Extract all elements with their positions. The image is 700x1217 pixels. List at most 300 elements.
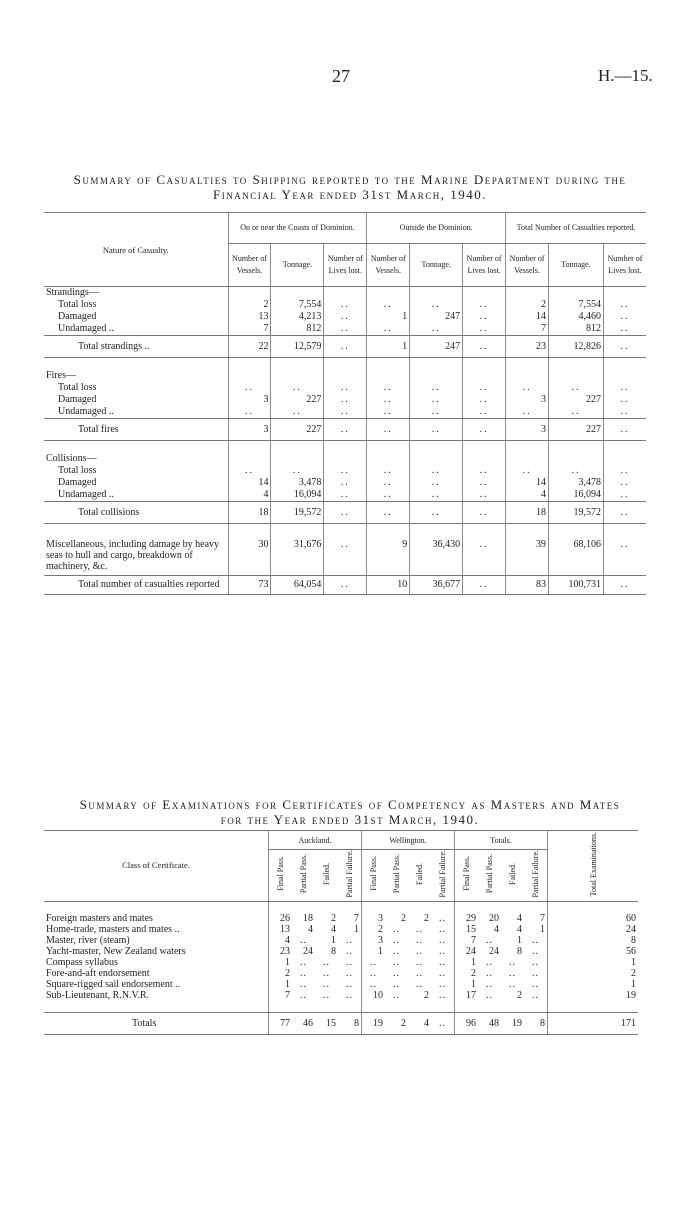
exam-cell: 1 xyxy=(285,956,290,968)
casualty-cell: .. xyxy=(324,406,367,419)
sub-vessels-header: Number of Vessels. xyxy=(367,244,410,287)
casualty-cell xyxy=(549,453,604,465)
col-class-header: Class of Certificate. xyxy=(44,831,269,902)
exam-cell: .. xyxy=(431,924,455,935)
casualty-cell: .. xyxy=(463,536,506,576)
exam-cell: .. xyxy=(431,968,455,979)
casualty-cell: .. xyxy=(324,323,367,336)
casualty-row xyxy=(44,287,646,300)
casualty-cell xyxy=(367,453,410,465)
exam-cell: 1 xyxy=(524,924,548,935)
spacer-cell xyxy=(269,1001,293,1013)
casualty-cell xyxy=(228,287,271,300)
casualty-row xyxy=(44,536,646,576)
exam-cell: 7 xyxy=(338,913,362,924)
casualty-cell: 36,677 xyxy=(410,576,463,595)
casualty-cell: 16,094 xyxy=(549,489,604,502)
casualty-cell: .. xyxy=(228,382,271,394)
sub-lives-header: Number of Lives lost. xyxy=(607,254,643,275)
exam-cell: 24 xyxy=(303,945,313,957)
exam-cell: 1 xyxy=(378,945,383,957)
casualty-cell: 13 xyxy=(228,311,271,323)
exam-cell: 7 xyxy=(285,989,290,1001)
col-nature-header: Nature of Casualty. xyxy=(44,213,228,287)
spacer-cell xyxy=(315,1001,338,1013)
casualty-cell: .. xyxy=(324,477,367,489)
exam-cell: .. xyxy=(524,979,548,990)
casualty-cell: 1 xyxy=(367,336,410,358)
exam-cell: .. xyxy=(393,967,400,979)
exam-cell: 19 xyxy=(626,989,636,1001)
casualty-cell: 12,826 xyxy=(549,336,604,358)
casualty-cell: .. xyxy=(324,394,367,406)
exam-subheader: Final Pass. xyxy=(462,856,471,892)
spacer-cell xyxy=(506,441,549,454)
spacer-cell xyxy=(271,441,324,454)
casualty-cell: .. xyxy=(463,336,506,358)
exam-cell: .. xyxy=(431,979,455,990)
casualty-cell: 14 xyxy=(506,477,549,489)
group-auckland-header: Auckland. xyxy=(269,831,362,850)
sub-tonnage-header: Tonnage. xyxy=(271,244,324,287)
casualty-cell: .. xyxy=(463,489,506,502)
group-wellington-header: Wellington. xyxy=(362,831,455,850)
casualty-cell: .. xyxy=(410,299,463,311)
spacer-cell xyxy=(548,1001,639,1013)
casualty-cell: .. xyxy=(367,489,410,502)
sub-lives-header: Number of Lives lost. xyxy=(463,244,506,287)
casualty-cell: .. xyxy=(367,299,410,311)
exam-row xyxy=(44,979,638,990)
spacer-cell xyxy=(431,1001,455,1013)
spacer-cell xyxy=(410,441,463,454)
casualty-cell xyxy=(271,453,324,465)
exam-total-cell: 8 xyxy=(338,1012,362,1034)
casualty-cell xyxy=(324,287,367,300)
exam-cell: 15 xyxy=(466,923,476,935)
casualty-cell: .. xyxy=(506,465,549,477)
spacer-cell xyxy=(455,1001,479,1013)
exam-label: Totals xyxy=(44,1012,269,1034)
exam-cell: 2 xyxy=(517,989,522,1001)
casualty-cell: .. xyxy=(410,382,463,394)
casualty-cell: .. xyxy=(620,382,630,393)
exam-cell: .. xyxy=(416,967,423,979)
exam-cell: 2 xyxy=(471,967,476,979)
exam-cell: 1 xyxy=(631,956,636,968)
exam-total-cell: 19 xyxy=(512,1017,522,1029)
spacer-cell xyxy=(463,524,506,537)
casualty-cell: .. xyxy=(620,539,630,550)
casualties-title-line1: Summary of Casualties to Shipping reported to the Marine Department during the xyxy=(73,172,627,187)
exam-cell: 29 xyxy=(466,912,476,924)
casualty-cell: 83 xyxy=(506,576,549,595)
exam-total-cell: .. xyxy=(431,1012,455,1034)
exam-cell: .. xyxy=(431,957,455,968)
exam-cell: .. xyxy=(393,945,400,957)
casualty-label: Undamaged .. xyxy=(44,406,228,419)
exam-cell: 20 xyxy=(489,912,499,924)
casualty-cell: 73 xyxy=(228,576,271,595)
casualty-cell xyxy=(603,370,646,382)
spacer-cell xyxy=(324,441,367,454)
spacer-cell xyxy=(271,358,324,371)
spacer-cell xyxy=(410,358,463,371)
exam-cell: 3 xyxy=(378,912,383,924)
casualty-cell: 7 xyxy=(228,323,271,336)
casualty-cell: .. xyxy=(463,419,506,441)
exam-cell: 4 xyxy=(517,912,522,924)
casualty-label: Damaged xyxy=(44,394,228,406)
casualty-cell: .. xyxy=(620,323,630,334)
casualty-cell: .. xyxy=(620,406,630,417)
exam-cell: .. xyxy=(323,967,330,979)
sub-lives-header: Number of Lives lost. xyxy=(324,244,367,287)
exam-subheader: Partial Pass. xyxy=(485,854,494,894)
casualty-label: Total fires xyxy=(44,419,228,441)
casualty-cell: .. xyxy=(410,489,463,502)
exam-cell: .. xyxy=(486,989,493,1001)
spacer-cell xyxy=(324,524,367,537)
exams-title-line1: Summary of Examinations for Certificates of Competency as Masters and Mates xyxy=(79,797,621,812)
casualty-label: Total strandings .. xyxy=(44,336,228,358)
spacer-cell xyxy=(44,524,228,537)
exam-cell: .. xyxy=(338,990,362,1001)
casualty-cell: 19,572 xyxy=(549,502,604,524)
exam-cell: 8 xyxy=(631,934,636,946)
casualty-cell: 18 xyxy=(228,502,271,524)
exam-cell: 2 xyxy=(401,912,406,924)
casualty-cell: .. xyxy=(620,477,630,488)
casualty-cell xyxy=(603,453,646,465)
exam-cell: .. xyxy=(431,946,455,957)
exam-cell: 4 xyxy=(308,923,313,935)
exam-cell: 60 xyxy=(626,912,636,924)
casualty-cell: .. xyxy=(463,323,506,336)
exam-subheader: Partial Pass. xyxy=(392,854,401,894)
spacer-cell xyxy=(292,901,315,913)
exam-cell: 2 xyxy=(424,989,429,1001)
casualty-row xyxy=(44,336,646,358)
casualty-row xyxy=(44,419,646,441)
exam-total-cell: 46 xyxy=(303,1017,313,1029)
casualty-cell: 31,676 xyxy=(271,536,324,576)
casualty-cell: .. xyxy=(410,465,463,477)
casualty-cell: 247 xyxy=(410,311,463,323)
casualty-row xyxy=(44,394,646,406)
casualty-cell: .. xyxy=(620,299,630,310)
casualty-cell: 3 xyxy=(506,394,549,406)
spacer-row xyxy=(44,441,646,454)
casualty-row xyxy=(44,489,646,502)
exam-cell: 18 xyxy=(303,912,313,924)
casualty-cell xyxy=(506,453,549,465)
spacer-cell xyxy=(603,358,646,371)
exam-cell: 2 xyxy=(378,923,383,935)
casualty-cell: .. xyxy=(367,406,410,419)
casualty-row xyxy=(44,299,646,311)
casualty-label: Total number of casualties reported xyxy=(44,576,228,595)
exam-cell: .. xyxy=(416,978,423,990)
casualty-cell: .. xyxy=(463,576,506,595)
casualty-cell xyxy=(324,453,367,465)
casualty-cell: .. xyxy=(463,311,506,323)
exam-cell: .. xyxy=(486,934,493,946)
exam-row xyxy=(44,924,638,935)
casualty-cell xyxy=(410,370,463,382)
exam-cell: 2 xyxy=(331,912,336,924)
casualty-cell: 812 xyxy=(271,323,324,336)
spacer-cell xyxy=(463,441,506,454)
exam-cell: .. xyxy=(486,967,493,979)
casualty-cell: .. xyxy=(620,394,630,405)
exam-cell: .. xyxy=(524,957,548,968)
exam-cell: .. xyxy=(300,934,307,946)
spacer-cell xyxy=(292,1001,315,1013)
exam-cell: .. xyxy=(393,934,400,946)
casualty-cell: 19,572 xyxy=(271,502,324,524)
exam-row xyxy=(44,957,638,968)
spacer-cell xyxy=(463,358,506,371)
exam-cell: .. xyxy=(524,990,548,1001)
spacer-cell xyxy=(44,1001,269,1013)
sub-tonnage-header: Tonnage. xyxy=(410,244,463,287)
sub-tonnage-header: Tonnage. xyxy=(549,244,604,287)
spacer-cell xyxy=(324,358,367,371)
casualty-cell xyxy=(603,287,646,300)
casualty-label: Damaged xyxy=(44,477,228,489)
casualty-cell: .. xyxy=(620,465,630,476)
casualty-cell: 7,554 xyxy=(271,299,324,311)
casualty-cell: 22 xyxy=(228,336,271,358)
casualty-label: Collisions— xyxy=(44,453,228,465)
casualty-cell: 12,579 xyxy=(271,336,324,358)
spacer-cell xyxy=(362,901,386,913)
exam-label: Compass syllabus xyxy=(44,957,269,968)
casualty-cell: .. xyxy=(324,336,367,358)
exam-cell: 2 xyxy=(285,967,290,979)
spacer-cell xyxy=(603,524,646,537)
exam-row xyxy=(44,935,638,946)
exam-label: Square-rigged sail endorsement .. xyxy=(44,979,269,990)
exam-cell: 7 xyxy=(524,913,548,924)
casualty-cell: 4 xyxy=(506,489,549,502)
casualty-cell xyxy=(271,287,324,300)
exam-row xyxy=(44,990,638,1001)
casualty-cell: .. xyxy=(620,579,630,590)
casualty-cell: .. xyxy=(463,382,506,394)
spacer-row xyxy=(44,901,638,913)
spacer-cell xyxy=(524,1001,548,1013)
exam-label: Foreign masters and mates xyxy=(44,913,269,924)
casualty-cell: 247 xyxy=(410,336,463,358)
exam-cell: .. xyxy=(509,956,516,968)
spacer-cell xyxy=(228,524,271,537)
casualty-label: Total collisions xyxy=(44,502,228,524)
casualty-cell: .. xyxy=(463,502,506,524)
exam-cell: 56 xyxy=(626,945,636,957)
exam-cell: .. xyxy=(509,978,516,990)
exam-cell: .. xyxy=(486,978,493,990)
casualty-row xyxy=(44,406,646,419)
casualty-cell xyxy=(228,370,271,382)
spacer-cell xyxy=(603,441,646,454)
spacer-row xyxy=(44,524,646,537)
casualty-cell: .. xyxy=(410,394,463,406)
casualty-cell: 68,106 xyxy=(549,536,604,576)
casualty-cell xyxy=(410,287,463,300)
casualty-row xyxy=(44,370,646,382)
casualty-cell: .. xyxy=(324,299,367,311)
casualty-cell xyxy=(271,370,324,382)
casualty-cell: .. xyxy=(410,406,463,419)
casualty-cell xyxy=(463,370,506,382)
casualty-cell: 9 xyxy=(367,536,410,576)
casualty-cell: 14 xyxy=(228,477,271,489)
casualty-label: Total loss xyxy=(44,299,228,311)
exam-cell: 4 xyxy=(331,923,336,935)
exam-cell: .. xyxy=(416,956,423,968)
exam-label: Fore-and-aft endorsement xyxy=(44,968,269,979)
casualty-cell: .. xyxy=(549,406,604,419)
casualty-cell: .. xyxy=(228,465,271,477)
exam-row xyxy=(44,946,638,957)
casualty-cell xyxy=(228,453,271,465)
exam-cell: .. xyxy=(323,978,330,990)
exam-cell: .. xyxy=(300,978,307,990)
casualty-cell: 64,054 xyxy=(271,576,324,595)
casualty-cell: .. xyxy=(620,506,630,518)
casualty-cell: .. xyxy=(324,576,367,595)
exam-cell: 8 xyxy=(517,945,522,957)
exam-cell: 24 xyxy=(626,923,636,935)
casualty-cell: .. xyxy=(271,382,324,394)
spacer-cell xyxy=(501,1001,524,1013)
group-coasts-header: On or near the Coasts of Dominion. xyxy=(228,213,367,244)
sub-total-header: Total Examinations. xyxy=(588,832,598,897)
exam-cell: .. xyxy=(338,979,362,990)
casualty-cell: 227 xyxy=(271,394,324,406)
exam-cell: 4 xyxy=(494,923,499,935)
casualty-cell: .. xyxy=(463,394,506,406)
casualty-label: Undamaged .. xyxy=(44,489,228,502)
exam-subheader: Partial Pass. xyxy=(299,854,308,894)
exam-subheader: Partial Failure. xyxy=(431,850,455,902)
exam-cell: 3 xyxy=(378,934,383,946)
spacer-cell xyxy=(385,901,408,913)
exam-cell: 1 xyxy=(331,934,336,946)
casualty-cell xyxy=(506,370,549,382)
casualty-cell: 227 xyxy=(549,394,604,406)
casualty-cell: .. xyxy=(410,419,463,441)
casualty-cell: .. xyxy=(324,536,367,576)
spacer-cell xyxy=(455,901,479,913)
exams-table xyxy=(44,830,638,1035)
casualty-cell: 2 xyxy=(506,299,549,311)
exam-cell: 7 xyxy=(471,934,476,946)
exam-cell: .. xyxy=(393,978,400,990)
exam-cell: 1 xyxy=(471,978,476,990)
spacer-cell xyxy=(478,1001,501,1013)
casualty-row xyxy=(44,576,646,595)
exam-cell: .. xyxy=(338,968,362,979)
casualty-cell: 39 xyxy=(506,536,549,576)
casualty-cell: .. xyxy=(324,489,367,502)
casualty-cell: 36,430 xyxy=(410,536,463,576)
group-totals-header: Totals. xyxy=(455,831,548,850)
casualty-row xyxy=(44,502,646,524)
group-total-header: Total Number of Casualties reported. xyxy=(506,213,646,244)
exam-cell: 24 xyxy=(466,945,476,957)
exam-cell: .. xyxy=(370,978,377,990)
spacer-cell xyxy=(410,524,463,537)
exam-label: Master, river (steam) xyxy=(44,935,269,946)
exam-cell: .. xyxy=(486,956,493,968)
casualty-cell: 3,478 xyxy=(271,477,324,489)
exam-cell: 23 xyxy=(280,945,290,957)
spacer-cell xyxy=(315,901,338,913)
casualty-cell: 227 xyxy=(549,419,604,441)
casualty-label: Total loss xyxy=(44,465,228,477)
casualty-cell: .. xyxy=(324,419,367,441)
casualty-cell: .. xyxy=(549,465,604,477)
exam-subheader: Failed. xyxy=(415,862,424,885)
exam-cell: .. xyxy=(431,990,455,1001)
exam-cell: 4 xyxy=(517,923,522,935)
casualty-row xyxy=(44,311,646,323)
exam-totals-row xyxy=(44,1012,638,1034)
casualty-cell: .. xyxy=(228,406,271,419)
exam-cell: 4 xyxy=(285,934,290,946)
exam-cell: .. xyxy=(431,935,455,946)
exam-subheader: Partial Failure. xyxy=(524,850,548,902)
casualty-cell: .. xyxy=(367,323,410,336)
exam-cell: .. xyxy=(300,956,307,968)
casualty-cell: 3,478 xyxy=(549,477,604,489)
casualty-cell: .. xyxy=(620,489,630,500)
casualty-cell: 2 xyxy=(228,299,271,311)
casualty-cell: .. xyxy=(506,382,549,394)
casualty-cell: 23 xyxy=(506,336,549,358)
casualty-cell: .. xyxy=(463,477,506,489)
casualty-cell: 3 xyxy=(228,419,271,441)
exam-cell: 24 xyxy=(489,945,499,957)
casualty-cell: .. xyxy=(367,419,410,441)
exam-cell: .. xyxy=(300,989,307,1001)
exam-cell: .. xyxy=(323,956,330,968)
casualty-cell: 30 xyxy=(228,536,271,576)
exam-cell: 17 xyxy=(466,989,476,1001)
exam-cell: 2 xyxy=(631,967,636,979)
spacer-cell xyxy=(549,358,604,371)
exam-cell: 2 xyxy=(424,912,429,924)
exam-cell: .. xyxy=(323,989,330,1001)
casualty-cell: 18 xyxy=(506,502,549,524)
exam-cell: 1 xyxy=(338,924,362,935)
exam-cell: .. xyxy=(416,923,423,935)
exam-cell: .. xyxy=(338,957,362,968)
exam-total-cell: 48 xyxy=(489,1017,499,1029)
exam-cell: 1 xyxy=(517,934,522,946)
casualty-cell xyxy=(549,287,604,300)
casualty-cell: .. xyxy=(620,340,630,352)
casualty-row xyxy=(44,453,646,465)
spacer-cell xyxy=(271,524,324,537)
exam-cell: .. xyxy=(524,946,548,957)
exam-subheader: Final Pass. xyxy=(276,856,285,892)
casualty-cell: .. xyxy=(271,465,324,477)
exam-total-cell: 4 xyxy=(424,1017,429,1029)
